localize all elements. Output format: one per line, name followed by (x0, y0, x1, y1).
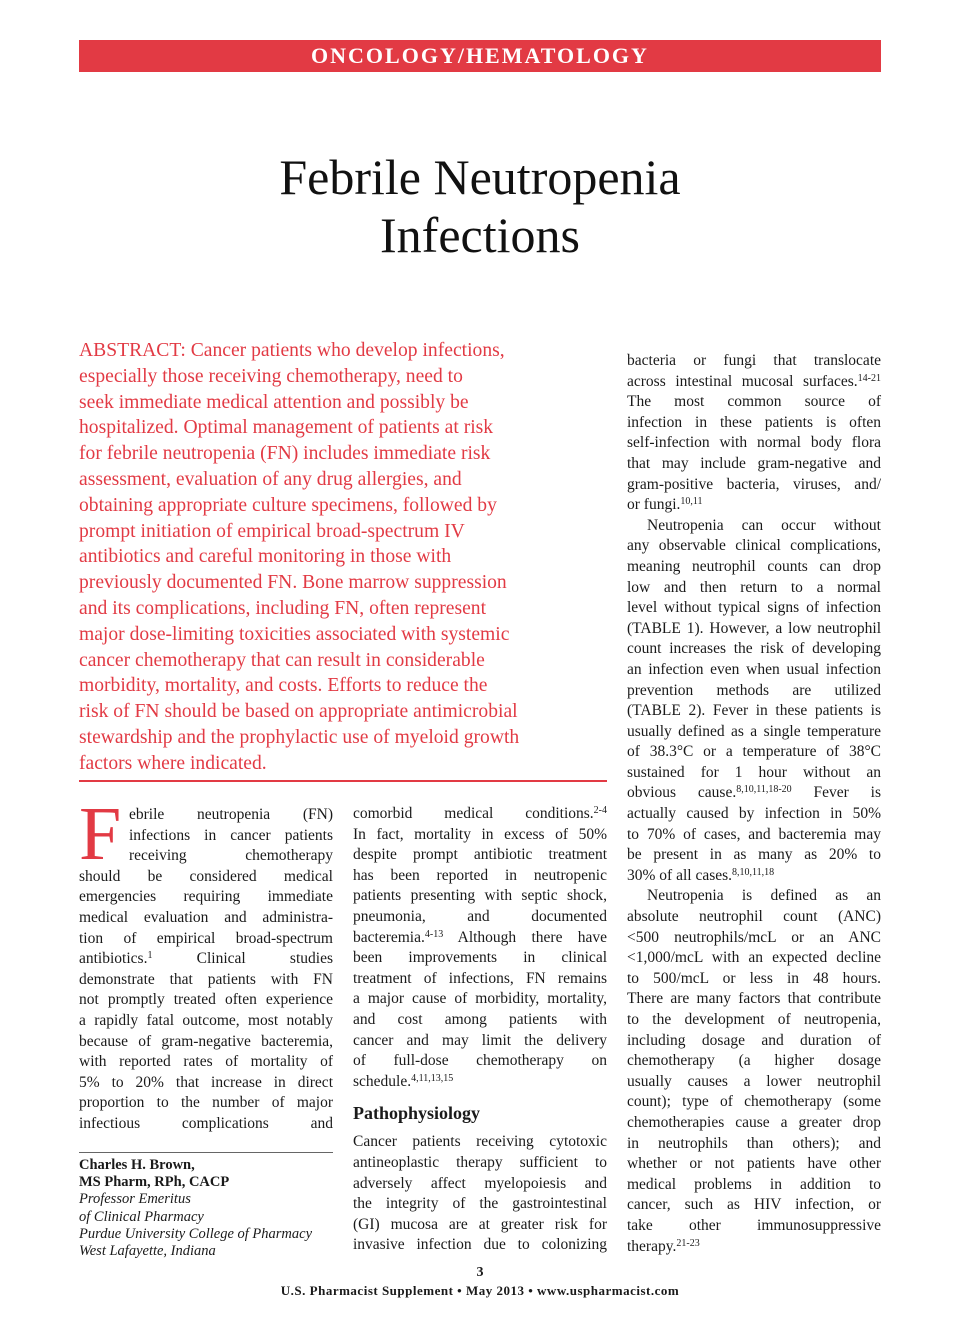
body-line: usually causes a lower neutrophil (627, 1072, 881, 1090)
body-line: bacteria or fungi that translocate (627, 352, 881, 369)
author-credentials: MS Pharm, RPh, CACP (79, 1174, 230, 1191)
citation: 10,11 (680, 496, 703, 508)
abstract-line: previously documented FN. Bone marrow suppression (79, 572, 507, 594)
body-line (627, 495, 881, 516)
body-line: treatment of infections, FN remains (353, 969, 607, 987)
body-line: of full-dose chemotherapy on (353, 1052, 607, 1070)
title-line-2: Infections (380, 207, 580, 263)
body-line (353, 928, 607, 949)
abstract-divider (79, 780, 607, 782)
abstract-line: assessment, evaluation of any drug allergies, and (79, 468, 462, 490)
body-text: Although there have (443, 928, 607, 946)
body-line: not promptly treated often experience (79, 991, 333, 1009)
body-line: because of gram-negative bacteremia, (79, 1032, 333, 1050)
body-line: usually defined as a single temperature (627, 722, 881, 740)
body-line (353, 804, 607, 825)
abstract-line: cancer chemotherapy that can result in considerable (79, 649, 485, 671)
body-line: actually caused by infection in 50% (627, 805, 881, 823)
body-line: and cost among patients with (353, 1010, 607, 1028)
body-line: pneumonia, and documented (353, 907, 607, 925)
body-line: count increases the risk of developing (627, 640, 881, 658)
body-line: The most common source of (627, 393, 881, 411)
body-line: There are many factors that contribute (627, 990, 881, 1008)
body-line: prevention methods are utilized (627, 681, 881, 699)
body-line: medical evaluation and administra- (79, 908, 333, 926)
author-affiliation: Purdue University College of Pharmacy (79, 1225, 313, 1242)
body-text: schedule. (353, 1072, 412, 1090)
body-line: demonstrate that patients with FN (79, 970, 333, 988)
body-line: sustained for 1 hour without an (627, 763, 881, 781)
body-line: low and then return to a normal (627, 578, 881, 596)
abstract-line: prompt initiation of empirical broad-spectrum IV (79, 520, 465, 542)
body-line: tion of empirical broad-spectrum (79, 929, 333, 947)
body-line (627, 783, 881, 804)
citation: 4-13 (424, 928, 444, 940)
body-text: comorbid medical conditions. (353, 805, 594, 822)
body-line: to 500/mcL or less in 48 hours. (627, 969, 881, 987)
abstract-line: seek immediate medical attention and possibly be (79, 391, 469, 413)
body-line: chemotherapies cause a greater drop (627, 1113, 881, 1131)
body-line: any observable clinical complications, (627, 537, 881, 555)
body-line: level without typical signs of infection (627, 599, 881, 617)
author-divider (79, 1152, 333, 1153)
body-line: been improvements in clinical (353, 949, 607, 967)
body-line: In fact, mortality in excess of 50% (353, 825, 607, 843)
body-line: chemotherapy (a higher dosage (627, 1052, 881, 1070)
body-line: count); type of chemotherapy (some (627, 1093, 881, 1111)
body-line (627, 1237, 881, 1258)
abstract-line: stewardship and the prophylactic use of myeloid growth (79, 726, 520, 748)
abstract-line: morbidity, mortality, and costs. Efforts to reduce the (79, 675, 488, 697)
body-line: be present in as many as 20% to (627, 846, 881, 864)
body-text: bacteremia. (353, 928, 425, 946)
body-line: Neutropenia is defined as an (647, 887, 881, 905)
body-line: Neutropenia can occur without (647, 516, 881, 534)
body-line (627, 866, 881, 887)
body-line: to the development of neutropenia, (627, 1011, 881, 1028)
body-text: therapy. (627, 1237, 677, 1255)
citation: 4,11,13,15 (411, 1072, 454, 1084)
author-name: Charles H. Brown, (79, 1157, 195, 1173)
author-info (79, 1157, 333, 1260)
author-location: West Lafayette, Indiana (79, 1243, 216, 1260)
body-line: (GI) mucosa are at greater risk for (353, 1215, 607, 1233)
body-text: obvious cause. (627, 784, 737, 802)
column-3 (627, 351, 881, 1257)
title-line-1: Febrile Neutropenia (279, 149, 681, 205)
body-line: proportion to the number of major (79, 1094, 333, 1112)
body-line: infections in cancer patients (129, 826, 333, 844)
body-line: should be considered medical (79, 867, 333, 885)
citation: 21-23 (676, 1237, 700, 1249)
author-title: Professor Emeritus (79, 1191, 191, 1208)
body-line: of 38.3°C or a temperature of 38°C (627, 743, 881, 761)
body-line: gram-positive bacteria, viruses, and/ (627, 475, 881, 493)
body-line: cancer and may limit the delivery (353, 1031, 607, 1049)
body-line: to 70% of cases, and bacteremia may (627, 825, 881, 843)
page-number: 3 (476, 1265, 484, 1280)
body-line: the integrity of the gastrointestinal (353, 1195, 607, 1213)
body-text: across intestinal mucosal surfaces. (627, 372, 858, 390)
body-line: despite prompt antibiotic treatment (353, 846, 607, 864)
author-title: of Clinical Pharmacy (79, 1208, 204, 1225)
body-text: antibiotics. (79, 950, 148, 968)
body-text: 30% of all cases. (627, 866, 733, 884)
body-line: that may include gram-negative and (627, 454, 881, 472)
body-line: medical problems in addition to (627, 1175, 881, 1193)
body-line: patients presenting with septic shock, (353, 887, 607, 905)
abstract-line: obtaining appropriate culture specimens, followed by (79, 494, 497, 516)
body-text: Fever is (791, 784, 881, 802)
body-line (627, 372, 881, 393)
body-line: receiving chemotherapy (129, 847, 333, 865)
abstract-line: factors where indicated. (79, 752, 267, 774)
body-line: (TABLE 1). However, a low neutrophil (627, 619, 881, 637)
body-line: a rapidly fatal outcome, most notably (79, 1011, 333, 1029)
column-1 (79, 805, 333, 1135)
body-line: Cancer patients receiving cytotoxic (353, 1133, 607, 1151)
body-line: whether or not patients have other (627, 1155, 881, 1173)
body-line: meaning neutrophil counts can drop (627, 557, 881, 575)
section-banner: ONCOLOGY/HEMATOLOGY (79, 40, 881, 72)
body-line: emergencies requiring immediate (79, 888, 333, 906)
citation: 8,10,11,18-20 (736, 784, 792, 796)
page-footer: U.S. Pharmacist Supplement • May 2013 • www.uspharmacist.com (280, 1283, 680, 1298)
citation: 14-21 (857, 372, 881, 384)
body-line: infectious complications and (79, 1114, 333, 1132)
body-line: a major cause of morbidity, mortality, (353, 990, 607, 1008)
body-text: or fungi. (627, 496, 681, 514)
abstract-line: major dose-limiting toxicities associated with systemic (79, 623, 510, 645)
body-line (79, 949, 333, 970)
body-line: antineoplastic therapy sufficient to (353, 1153, 607, 1171)
abstract-line: ABSTRACT: Cancer patients who develop infections, (79, 340, 505, 361)
body-line: infection in these patients is often (627, 413, 881, 431)
abstract-line: antibiotics and careful monitoring in those with (79, 546, 452, 568)
body-line (353, 1072, 607, 1093)
article-title (0, 148, 960, 264)
body-line: <500 neutrophils/mcL or an ANC (627, 928, 881, 946)
abstract-line: and its complications, including FN, often represent (79, 597, 487, 619)
column-2 (353, 804, 607, 1256)
drop-cap: F (79, 792, 122, 876)
body-line: ebrile neutropenia (FN) (129, 806, 333, 823)
body-line: has been reported in neutropenic (353, 866, 607, 884)
body-line: 5% to 20% that increase in direct (79, 1073, 333, 1091)
abstract-line: for febrile neutropenia (FN) includes immediate risk (79, 443, 491, 465)
body-text: Clinical studies (152, 950, 333, 968)
body-line: take other immunosuppressive (627, 1216, 881, 1234)
citation: 8,10,11,18 (732, 866, 775, 878)
body-line: with reported rates of mortality of (79, 1053, 333, 1071)
abstract-line: especially those receiving chemotherapy, need to (79, 365, 463, 387)
body-line: self-infection with normal body flora (627, 434, 881, 452)
citation: 2-4 (593, 805, 607, 816)
body-line: adversely affect myelopoiesis and (353, 1174, 607, 1192)
body-line: <1,000/mcL with an expected decline (627, 949, 881, 967)
body-line: invasive infection due to colonizing (353, 1236, 607, 1254)
abstract-line: hospitalized. Optimal management of patients at risk (79, 417, 494, 439)
body-line: cancer, such as HIV infection, or (627, 1196, 881, 1214)
body-line: (TABLE 2). Fever in these patients is (627, 702, 881, 720)
body-line: an infection even when usual infection (627, 660, 881, 678)
abstract (79, 338, 607, 777)
abstract-line: risk of FN should be based on appropriate antimicrobial (79, 701, 518, 723)
body-line: absolute neutrophil count (ANC) (627, 908, 881, 926)
section-heading: Pathophysiology (353, 1103, 481, 1124)
citation: 1 (147, 950, 153, 962)
body-line: including dosage and duration of (627, 1031, 881, 1049)
body-line: in neutrophils than others); and (627, 1134, 881, 1152)
